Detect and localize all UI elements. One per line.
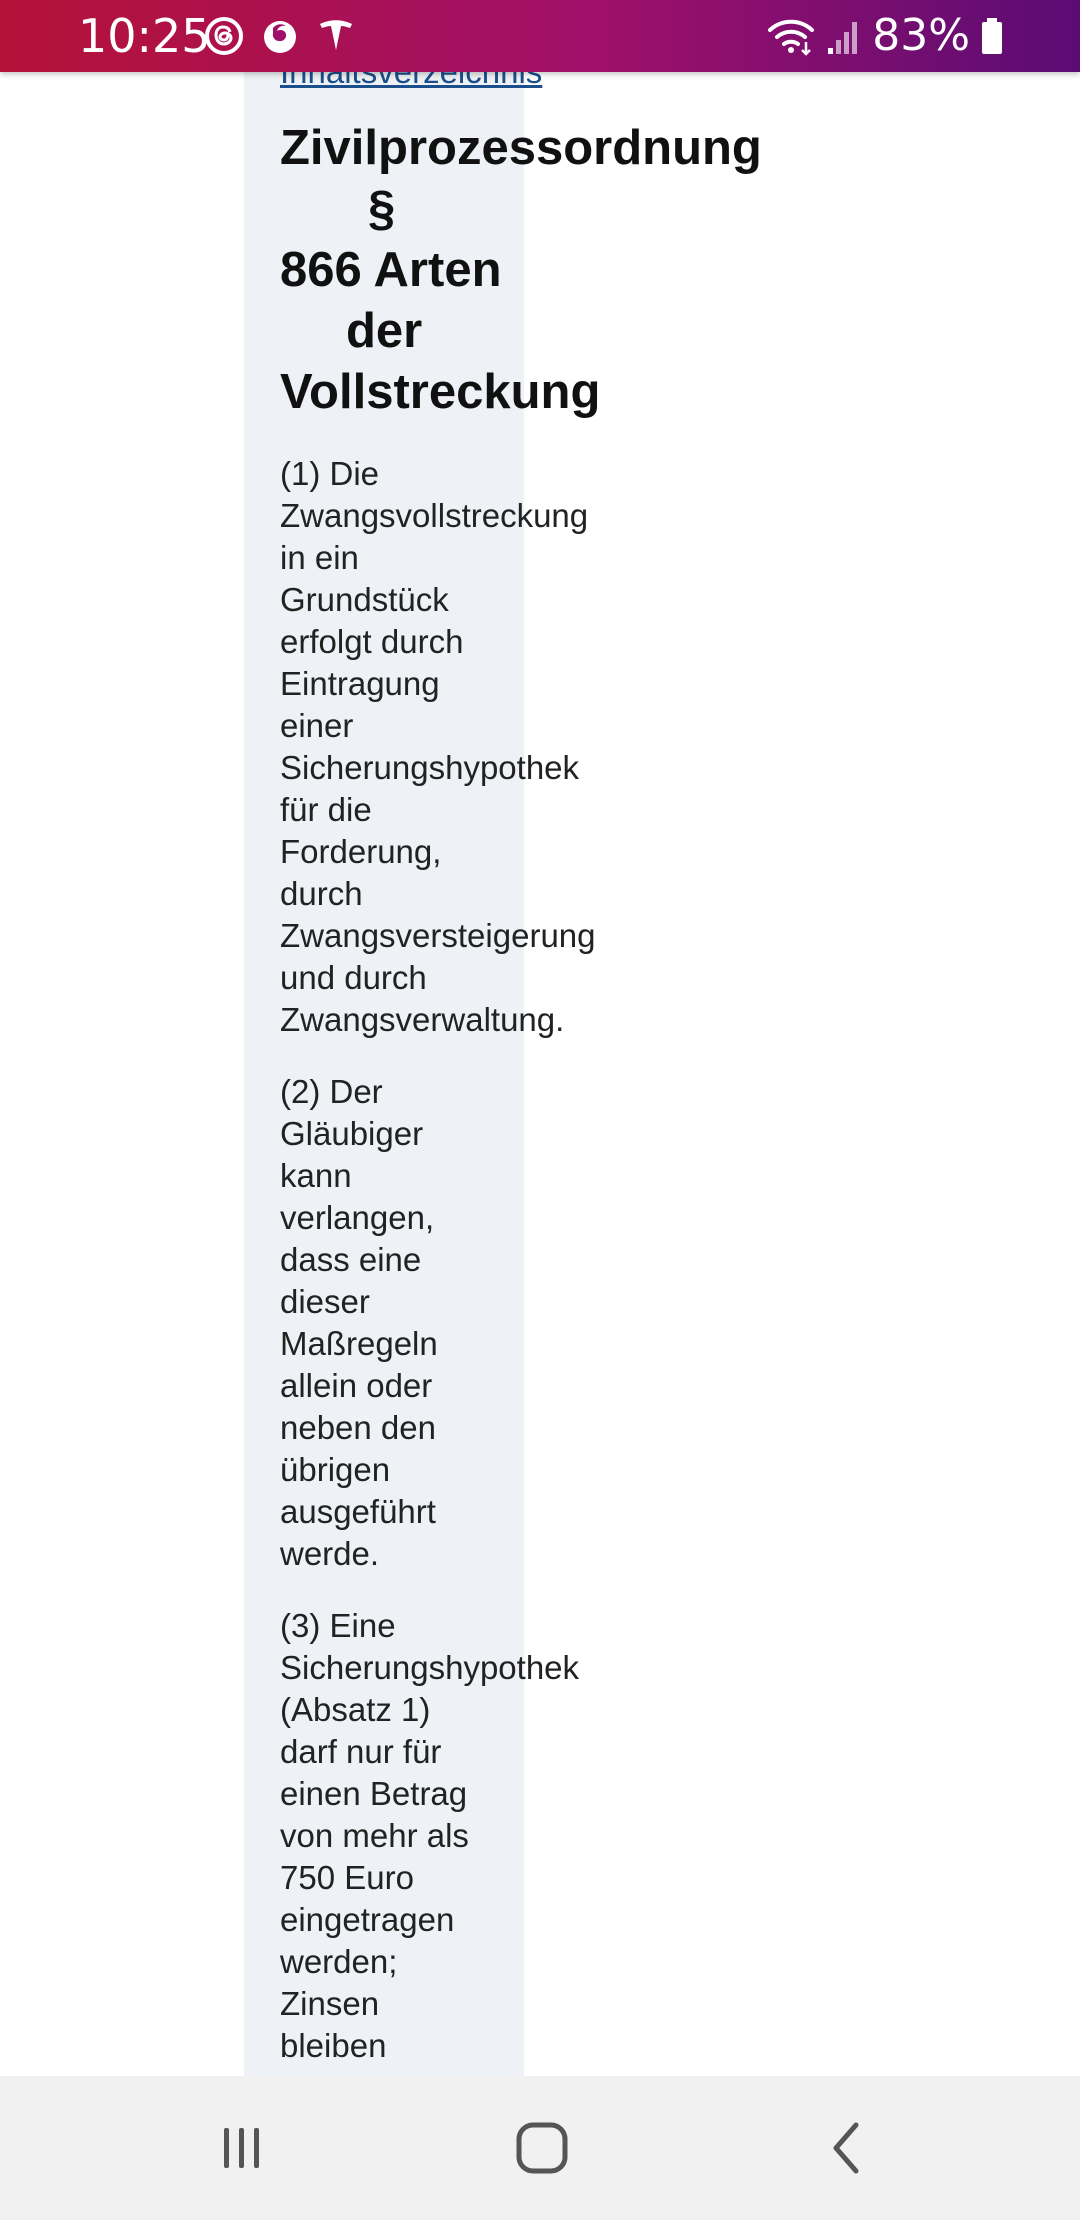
paragraph-line: bleiben <box>280 2027 387 2064</box>
home-icon <box>514 2120 570 2176</box>
paragraph-line: dass eine <box>280 1241 422 1278</box>
home-button[interactable] <box>500 2106 584 2190</box>
paragraph-3 <box>280 1605 980 2067</box>
paragraph-line: Maßregeln <box>280 1325 438 1362</box>
paragraph-line: Eintragung <box>280 665 440 702</box>
paragraph-line: Zwangsvollstreckung <box>280 497 589 534</box>
paragraph-line: in ein <box>280 539 359 576</box>
paragraph-line: werden; <box>280 1943 398 1980</box>
status-bar <box>0 0 1080 72</box>
paragraph-line: (1) Die <box>280 455 380 492</box>
signal-icon <box>826 16 862 56</box>
battery-percentage: 83% <box>872 10 970 61</box>
paragraph-line: und durch <box>280 959 427 996</box>
title-line: der <box>346 304 423 358</box>
page-title <box>280 118 980 423</box>
title-line: 866 Arten <box>280 243 502 297</box>
system-status-icons <box>766 8 1004 64</box>
paragraph-line: neben den <box>280 1409 436 1446</box>
threads-icon <box>204 16 244 56</box>
status-time: 10:25 <box>78 9 211 63</box>
tesla-icon <box>316 16 356 56</box>
back-icon <box>826 2120 866 2176</box>
battery-icon <box>980 16 1004 56</box>
wifi-icon <box>766 14 816 58</box>
paragraph-line: werde. <box>280 1535 380 1572</box>
paragraph-line: (Absatz 1) <box>280 1691 431 1728</box>
notification-icons <box>204 14 356 58</box>
paragraph-line: darf nur für <box>280 1733 442 1770</box>
paragraph-line: eingetragen <box>280 1901 455 1938</box>
paragraph-line: einer <box>280 707 354 744</box>
paragraph-line: Sicherungshypothek <box>280 1649 580 1686</box>
paragraph-line: Grundstück <box>280 581 449 618</box>
paragraph-line: übrigen <box>280 1451 391 1488</box>
paragraph-1 <box>280 453 980 1041</box>
paragraph-line: erfolgt durch <box>280 623 464 660</box>
paragraph-line: Forderung, <box>280 833 442 870</box>
paragraph-line: Zwangsversteigerung <box>280 917 596 954</box>
recents-button[interactable] <box>200 2106 284 2190</box>
paragraph-line: verlangen, <box>280 1199 435 1236</box>
recent-apps-icon <box>217 2123 267 2173</box>
paragraph-line: (3) Eine <box>280 1607 396 1644</box>
paragraph-line: einen Betrag <box>280 1775 468 1812</box>
paragraph-line: kann <box>280 1157 352 1194</box>
paragraph-line: durch <box>280 875 363 912</box>
paragraph-line: von mehr als <box>280 1817 469 1854</box>
paragraph-line: Zwangsverwaltung. <box>280 1001 565 1038</box>
paragraph-line: Zinsen <box>280 1985 380 2022</box>
paragraph-line: 750 Euro <box>280 1859 414 1896</box>
paragraph-line: für die <box>280 791 372 828</box>
title-line: Vollstreckung <box>280 365 601 419</box>
navigation-bar <box>0 2076 1080 2220</box>
paragraph-line: Sicherungshypothek <box>280 749 580 786</box>
paragraph-line: dieser <box>280 1283 370 1320</box>
paragraph-2 <box>280 1071 980 1575</box>
web-page[interactable] <box>0 72 1080 2076</box>
title-line: § <box>368 182 396 236</box>
title-line: Zivilprozessordnung <box>280 121 762 175</box>
paragraph-line: ausgeführt <box>280 1493 436 1530</box>
back-button[interactable] <box>804 2106 888 2190</box>
paragraph-line: allein oder <box>280 1367 433 1404</box>
firefox-icon <box>260 16 300 56</box>
paragraph-line: Gläubiger <box>280 1115 424 1152</box>
paragraph-line: (2) Der <box>280 1073 383 1110</box>
article-content <box>280 52 980 2067</box>
